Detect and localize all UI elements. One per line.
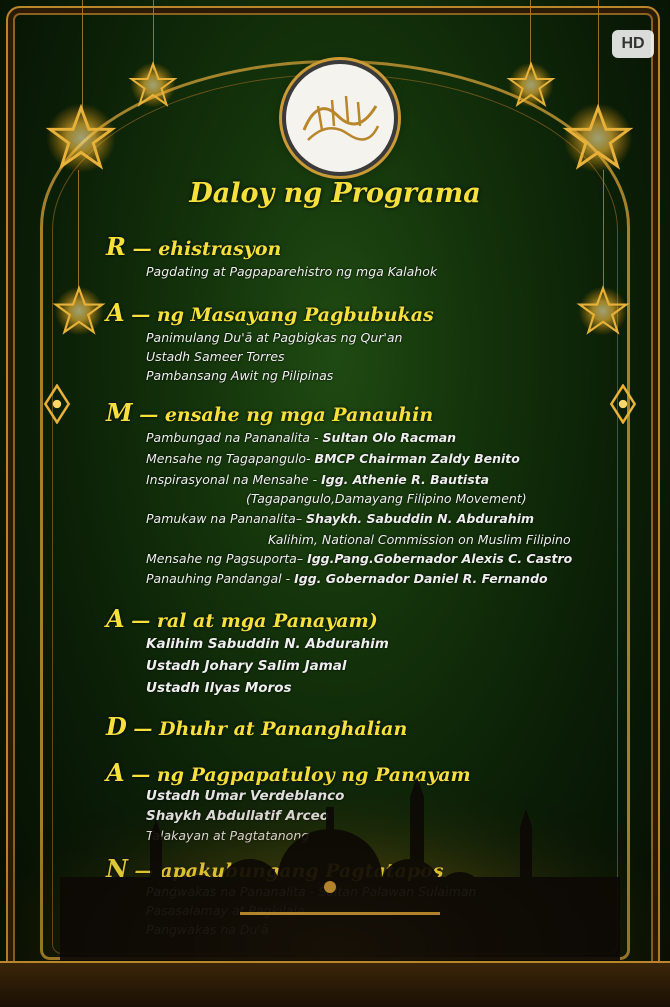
- lantern-ornament-icon: [40, 384, 74, 424]
- section-letter: R: [106, 232, 126, 261]
- section-title: ensahe ng mga Panauhin: [164, 404, 434, 426]
- section-letter: A: [106, 298, 125, 327]
- line-role: Pambungad na Pananalita -: [146, 430, 323, 445]
- line-speaker: Igg. Gobernador Daniel R. Fernando: [294, 571, 548, 586]
- hanging-string: [598, 0, 599, 110]
- program-line: Pambansang Awit ng Pilipinas: [146, 368, 334, 383]
- star-lantern-icon: [128, 60, 178, 110]
- page-title: Daloy ng Programa: [189, 178, 481, 209]
- section-heading: M — ensahe ng mga Panauhin: [106, 398, 434, 427]
- section-heading: A — ral at mga Panayam): [106, 604, 378, 633]
- star-lantern-icon: [506, 60, 556, 110]
- line-speaker: BMCP Chairman Zaldy Benito: [314, 451, 520, 466]
- calligraphy-icon: [298, 86, 382, 150]
- program-line: [146, 430, 456, 445]
- section-title: ng Masayang Pagbubukas: [156, 304, 434, 326]
- program-line: Kalihim, National Commission on Muslim Filipino: [268, 532, 571, 547]
- program-line: [146, 472, 489, 487]
- program-line: [146, 551, 572, 566]
- program-line: [146, 451, 520, 466]
- line-role: Pamukaw na Pananalita–: [146, 511, 307, 526]
- star-lantern-icon: [45, 102, 117, 174]
- line-speaker: Igg. Athenie R. Bautista: [321, 472, 490, 487]
- section-title: ehistrasyon: [158, 238, 282, 260]
- program-line: [146, 571, 548, 586]
- program-line: [146, 511, 534, 526]
- program-line: Panimulang Du'ā at Pagbigkas ng Qur'an: [146, 330, 403, 345]
- line-role: Mensahe ng Tagapangulo-: [146, 451, 315, 466]
- program-line: Ustadh Johary Salim Jamal: [146, 658, 347, 674]
- star-lantern-icon: [576, 284, 630, 338]
- line-role: Inspirasyonal na Mensahe -: [146, 472, 322, 487]
- bismillah-calligraphy-emblem: [286, 64, 394, 172]
- section-heading: R — ehistrasyon: [106, 232, 282, 261]
- section-letter: M: [106, 398, 133, 427]
- program-line: (Tagapangulo,Damayang Filipino Movement): [246, 491, 527, 506]
- program-line: Ustadh Sameer Torres: [146, 349, 285, 364]
- hanging-string: [82, 0, 83, 110]
- program-line: Ustadh Ilyas Moros: [146, 680, 292, 696]
- ornate-bottom-band: [0, 961, 670, 1007]
- lantern-ornament-icon: [606, 384, 640, 424]
- line-speaker: Igg.Pang.Gobernador Alexis C. Castro: [307, 551, 573, 566]
- line-speaker: Shaykh. Sabuddin N. Abdurahim: [306, 511, 535, 526]
- program-line: Pagdating at Pagpaparehistro ng mga Kalahok: [146, 264, 438, 279]
- hd-badge: HD: [612, 30, 654, 58]
- section-letter: A: [106, 604, 125, 633]
- star-lantern-icon: [562, 102, 634, 174]
- line-speaker: Sultan Olo Racman: [322, 430, 457, 445]
- section-heading: A — ng Masayang Pagbubukas: [106, 298, 434, 327]
- line-role: Panauhing Pandangal -: [146, 571, 295, 586]
- star-lantern-icon: [52, 284, 106, 338]
- program-line: Kalihim Sabuddin N. Abdurahim: [146, 636, 389, 652]
- section-title: ral at mga Panayam): [156, 610, 378, 632]
- line-role: Mensahe ng Pagsuporta–: [146, 551, 308, 566]
